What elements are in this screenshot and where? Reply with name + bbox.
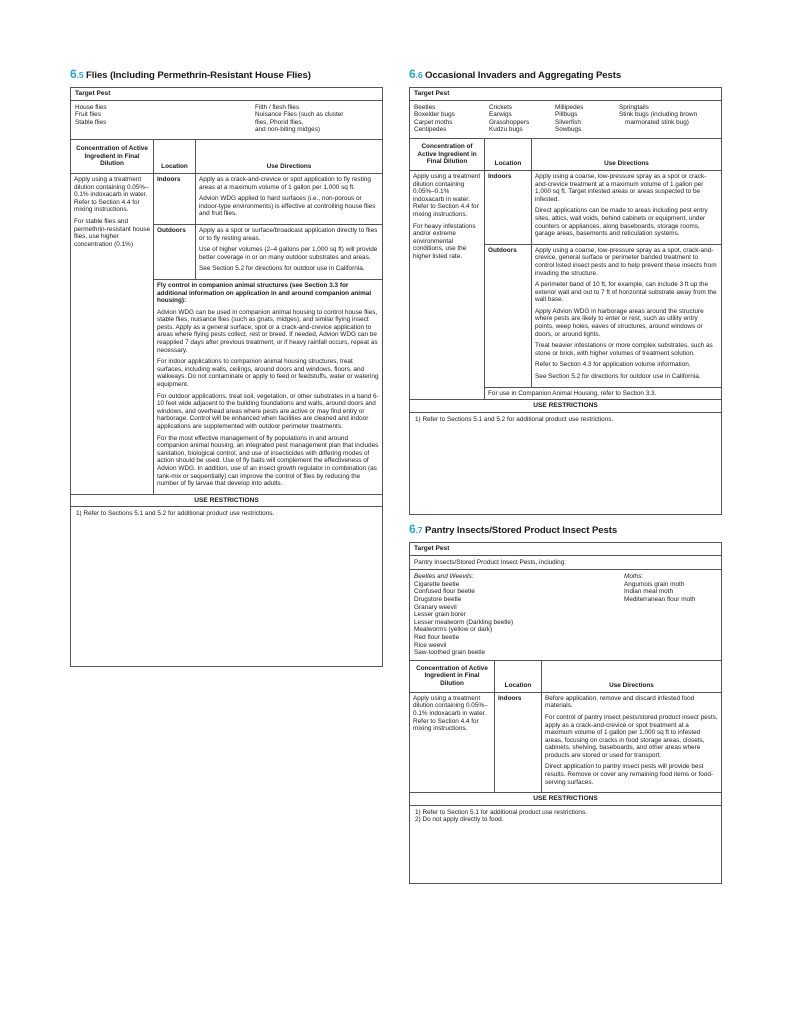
pest-item: marmorated stink bug) — [625, 118, 689, 126]
pest-item: Saw-toothed grain beetle — [414, 649, 486, 657]
col-header-concentration: Concentration of Active Ingredient in Final Dilution — [410, 139, 485, 170]
beetles-column — [414, 573, 624, 657]
col-header-location: Location — [495, 661, 542, 692]
section-number: 6 — [409, 522, 416, 536]
concentration-text: Apply using a treatment dilution containing 0.05%–0.1% indoxacarb in water. Refer to Section 4.4 for mixing instructions. — [413, 694, 488, 733]
indoors-row — [485, 171, 721, 245]
pest-item: Indian meal moth — [624, 588, 674, 596]
pest-item: Pillbugs — [555, 111, 578, 119]
pantry-pest-list — [410, 570, 721, 661]
pest-item: Mediterranean flour moth — [624, 595, 696, 603]
direction-text: Apply Advion WDG in harborage areas around the structure where pests are likely to enter or rest, such as utility entry points, weep holes, eaves of structures, around windows or doors, or around lights. — [535, 307, 704, 338]
restriction-item: 1) Refer to Sections 5.1 and 5.2 for additional product use restrictions. — [415, 415, 614, 423]
moths-heading: Moths: — [624, 573, 644, 581]
direction-text: Apply using a coarse, low-pressure spray as a spot, crack-and-crevice, general surface or perimeter banded treatment to control listed insect pests and to help prevent these insects from invading the structure. — [535, 246, 717, 277]
pest-column-1 — [414, 104, 489, 134]
pest-column-3 — [555, 104, 619, 134]
use-restrictions-header: USE RESTRICTIONS — [71, 494, 382, 508]
section-number: 6 — [70, 67, 77, 81]
section-title-text: Flies (Including Permethrin-Resistant House Flies) — [86, 70, 311, 81]
column-header-row — [410, 661, 721, 693]
pest-item: Sowbugs — [555, 126, 582, 134]
use-restrictions-header: USE RESTRICTIONS — [410, 793, 721, 806]
indoors-directions — [542, 693, 721, 793]
section-title-text: Occasional Invaders and Aggregating Pests — [425, 70, 622, 81]
restriction-item: 1) Refer to Section 5.1 for additional product use restrictions. — [415, 808, 587, 816]
pest-item: Filth / flesh flies — [255, 103, 300, 111]
concentration-text: Apply using a treatment dilution containing 0.05%–0.1% indoxacarb in water. Refer to Section 4.4 for mixing instructions. — [413, 172, 481, 218]
use-restrictions-header: USE RESTRICTIONS — [410, 399, 721, 413]
col-header-concentration: Concentration of Active Ingredient in Final Dilution — [410, 661, 495, 692]
flies-body — [71, 174, 382, 494]
direction-text: A perimeter band of 10 ft, for example, can include 3 ft up the exterior wall and out to 7 ft of horizontal substrate away from the wall base. — [535, 281, 717, 304]
pest-item: Earwigs — [489, 111, 512, 119]
pest-item: Mealworms (yellow or dark) — [414, 626, 493, 634]
outdoors-directions — [532, 245, 721, 387]
occasional-invaders-table — [409, 87, 722, 515]
concentration-cell — [410, 171, 485, 399]
target-pest-header: Target Pest — [71, 88, 382, 101]
direction-text: Before application, remove and discard infested food materials. — [545, 694, 695, 710]
column-header-row — [410, 139, 721, 171]
pest-item: Stink bugs (including brown — [619, 111, 698, 119]
pest-item: Centipedes — [414, 126, 447, 134]
pest-item: Boxelder bugs — [414, 111, 455, 119]
target-pest-header: Target Pest — [410, 88, 721, 101]
pantry-body — [410, 693, 721, 794]
pantry-intro: Pantry Insects/Stored Product Insect Pests, including: — [410, 556, 721, 571]
companion-animal-note: For use in Companion Animal Housing, refer to Section 3.3. — [488, 389, 657, 397]
pest-item: House flies — [75, 103, 107, 111]
pest-item: Carpet moths — [414, 118, 453, 126]
concentration-cell — [410, 693, 495, 793]
pest-item: Silverfish — [555, 118, 581, 126]
section-subnumber: .5 — [76, 70, 84, 80]
flies-pest-list — [71, 101, 382, 140]
pest-item: Kudzu bugs — [489, 126, 523, 134]
pest-item: Drugstore beetle — [414, 595, 462, 603]
pest-column-left — [75, 104, 255, 134]
col-header-directions: Use Directions — [609, 682, 654, 690]
pest-item: Grasshoppers — [489, 118, 530, 126]
concentration-cell — [71, 174, 154, 494]
pest-item: Red flour beetle — [414, 633, 460, 641]
pest-item: Angumois grain moth — [624, 580, 685, 588]
pest-item: Stable flies — [75, 118, 107, 126]
section-6-7-title — [409, 522, 617, 536]
pest-column-2 — [489, 104, 555, 134]
companion-animal-text: Advion WDG can be used in companion animal housing to control house flies, stable flies, nuisance flies (such as gnats, midges), and similar flying insect pests. Apply as a general surface, spot or a crack-and-crevice application to areas where flying pests collect, rest or breed. If needed, Advion WDG can be reapplied 7 days after previous treatment, or if heavy rainfall occurs, repeat as necessary. — [157, 308, 378, 354]
section-subnumber: .7 — [415, 525, 423, 535]
outdoors-row — [485, 245, 721, 388]
pest-item: Nuisance Flies (such as cluster — [255, 111, 344, 119]
invaders-pest-list — [410, 101, 721, 139]
col-header-directions: Use Directions — [266, 163, 312, 171]
section-subnumber: .6 — [415, 70, 423, 80]
companion-animal-text: For outdoor applications, treat soil, vegetation, or other substrates in a band 6-10 feet wide adjacent to the building foundations and walls, around doors and windows, and overhead areas where pests are active or may find entry or harborage. Control will be enhanced when facilities are cleaned and indoor applications are supplemented with outdoor perimeter treatments. — [157, 392, 379, 430]
section-title-text: Pantry Insects/Stored Product Insect Pests — [425, 525, 618, 536]
pest-item: Beetles — [414, 103, 436, 111]
direction-text: For control of pantry insect pests/stored product insect pests, apply as a crack-and-crevice or spot treatment at a maximum volume of 1 gallon per 1,000 sq ft to infested areas, focusing on cracks in food storage areas, closets, cabinets, shelving, baseboards, and other areas where products are stored or used for transport. — [545, 713, 718, 759]
direction-text: Advion WDG applied to hard surfaces (i.e., non-porous or indoor-type environments) is effective at controlling house flies and fruit flies. — [199, 195, 376, 218]
pantry-insects-table — [409, 542, 722, 884]
concentration-note: For heavy infestations and/or extreme environmental conditions, use the higher listed rate. — [413, 222, 476, 260]
restriction-item: 1) Refer to Sections 5.1 and 5.2 for additional product use restrictions. — [76, 510, 275, 518]
section-6-6-title — [409, 67, 621, 81]
location-indoors: Indoors — [154, 174, 196, 224]
pest-item: Lesser grain borer — [414, 611, 466, 619]
column-header-row — [71, 140, 382, 174]
flies-table — [70, 87, 383, 667]
indoors-directions — [196, 174, 382, 224]
invaders-body — [410, 171, 721, 399]
companion-animal-section — [154, 280, 382, 494]
pest-item: Confused flour beetle — [414, 588, 475, 596]
location-indoors: Indoors — [485, 171, 532, 244]
pest-item: Springtails — [619, 103, 649, 111]
outdoors-directions — [196, 225, 382, 279]
pest-item: Cigarette beetle — [414, 580, 460, 588]
pest-column-right — [255, 104, 343, 134]
location-directions — [154, 174, 382, 494]
direction-text: Refer to Section 4.3 for application volume information. — [535, 361, 691, 369]
location-outdoors: Outdoors — [154, 225, 196, 279]
direction-text: Apply as a crack-and-crevice or spot application to fly resting areas at a maximum volume of 1 gallon per 1,000 sq ft. — [199, 175, 371, 191]
location-indoors: Indoors — [495, 693, 542, 793]
direction-text: See Section 5.2 for directions for outdoor use in California. — [535, 373, 701, 381]
location-directions — [485, 171, 721, 399]
col-header-directions: Use Directions — [604, 160, 649, 168]
pest-item: Crickets — [489, 103, 513, 111]
companion-animal-heading: Fly control in companion animal structures (see Section 3.3 for additional information on application in and around companion animal housing): — [157, 281, 372, 305]
direction-text: Direct applications can be made to areas including pest entry sites, attics, wall voids, behind cabinets or equipment, under counters or appliances, along baseboards, storage rooms, garage areas, basements and reticulation systems. — [535, 207, 708, 238]
section-number: 6 — [409, 67, 416, 81]
moths-column — [624, 573, 695, 657]
indoors-row — [154, 174, 382, 225]
col-header-concentration: Concentration of Active Ingredient in Final Dilution — [71, 140, 154, 173]
restriction-item: 2) Do not apply directly to food. — [415, 816, 504, 824]
concentration-text: Apply using a treatment dilution containing 0.05%–0.1% indoxacarb in water. Refer to Section 4.4 for mixing instructions. — [74, 175, 149, 214]
direction-text: Treat heavier infestations or more complex substrates, such as stone or brick, with higher volumes of treatment solution. — [535, 342, 713, 357]
pest-item: Rice weevil — [414, 641, 447, 649]
direction-text: Apply using a coarse, low-pressure spray as a spot or crack-and-crevice treatment at a maximum volume of 1 gallon per 1,000 sq ft. Target infested areas or areas suspected to be infested. — [535, 172, 707, 203]
location-outdoors: Outdoors — [485, 245, 532, 387]
pest-item: and non-biting midges) — [255, 126, 321, 134]
col-header-location: Location — [154, 140, 196, 173]
outdoors-row — [154, 225, 382, 280]
companion-animal-text: For the most effective management of fly populations in and around companion animal housing, an integrated pest management plan that includes sanitation, biological control, and use of insecticides with differing modes of action should be used. Use of fly baits will complement the effectiveness of Advion WDG. In addition, use of an insect growth regulator in combination (as tank-mix or sequentially) can improve the control of flies by reducing the number of fly larvae that develop into adults. — [157, 434, 379, 488]
companion-animal-text: For indoor applications to companion animal housing structures, treat surfaces, including walls, ceilings, around doors and windows, floors, and walkways. Do not contaminate or apply to feed or feedstuffs, water or watering equipment. — [157, 358, 379, 389]
pest-item: Granary weevil — [414, 603, 457, 611]
direction-text: See Section 5.2 for directions for outdoor use in California. — [199, 265, 365, 273]
indoors-directions — [532, 171, 721, 244]
direction-text: Direct application to pantry insect pests will provide best results. Remove or cover any remaining food items or food-serving surfaces. — [545, 763, 714, 786]
direction-text: Apply as a spot or surface/broadcast application directly to flies or to fly resting areas. — [199, 226, 378, 242]
concentration-note: For stable flies and permethrin-resistant house flies, use higher concentration (0.1%) — [74, 217, 151, 248]
col-header-location: Location — [485, 139, 532, 170]
beetles-heading: Beetles and Weevils: — [414, 573, 474, 581]
pest-item: Fruit flies — [75, 111, 101, 119]
section-6-5-title — [70, 67, 311, 81]
pest-column-4 — [619, 104, 697, 134]
pest-item: flies, Phorid flies, — [255, 118, 304, 126]
target-pest-header: Target Pest — [410, 543, 721, 556]
pest-item: Lesser mealworm (Darkling beetle) — [414, 618, 514, 626]
pest-item: Millipedes — [555, 103, 584, 111]
direction-text: Use of higher volumes (2–4 gallons per 1,000 sq ft) will provide better coverage in or on many outdoor substrates and areas. — [199, 246, 378, 261]
